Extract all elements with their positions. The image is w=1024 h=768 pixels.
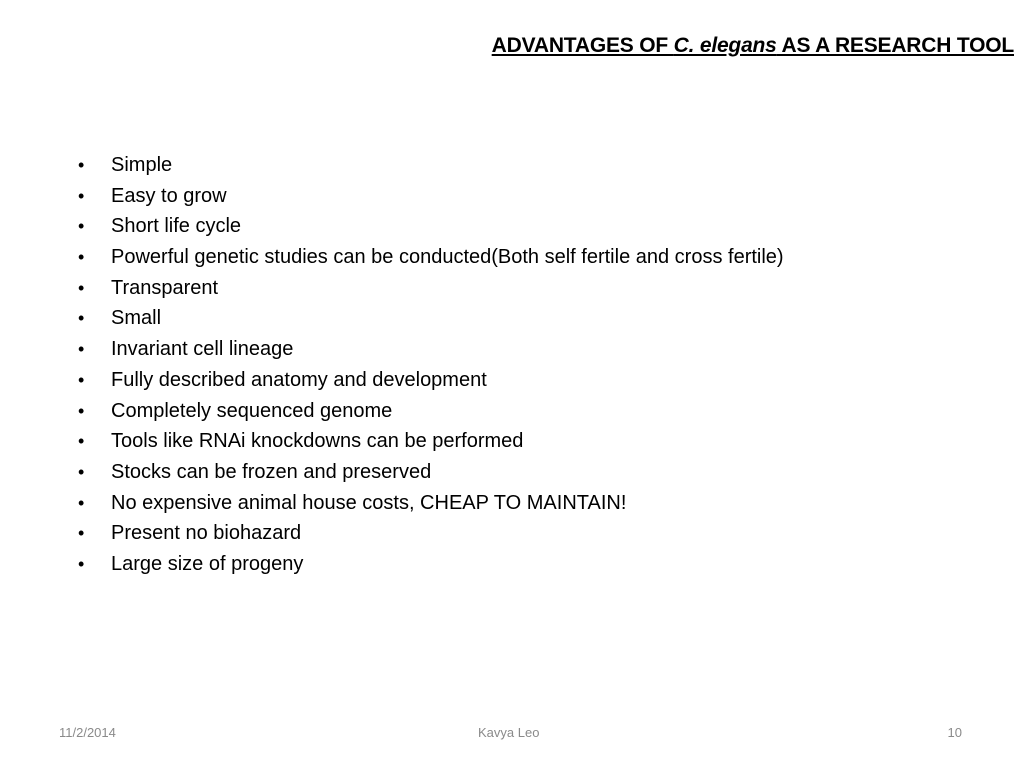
bullet-icon: • — [78, 216, 85, 237]
title-part-1: ADVANTAGES OF — [491, 34, 674, 57]
bullet-text: Invariant cell lineage — [111, 338, 294, 361]
bullet-text: No expensive animal house costs, CHEAP TO MAINTAIN! — [111, 491, 627, 514]
bullet-text: Small — [111, 307, 162, 330]
bullet-item — [76, 396, 784, 427]
bullet-item — [76, 549, 784, 580]
slide-title — [492, 34, 1014, 58]
footer-date: 11/2/2014 — [59, 725, 116, 740]
bullet-text: Stocks can be frozen and preserved — [111, 460, 432, 483]
title-part-2: AS A RESEARCH TOOL — [776, 34, 1014, 57]
bullet-text: Short life cycle — [111, 215, 242, 238]
bullet-item — [76, 334, 784, 365]
bullet-icon: • — [78, 369, 85, 390]
bullet-text: Present no biohazard — [111, 522, 302, 545]
bullet-icon: • — [78, 431, 85, 452]
bullet-icon: • — [78, 277, 85, 298]
footer-author: Kavya Leo — [478, 725, 540, 740]
title-species-italic: C. elegans — [673, 34, 777, 57]
bullet-icon: • — [78, 523, 85, 544]
bullet-list — [76, 150, 784, 580]
bullet-item — [76, 426, 784, 457]
bullet-item — [76, 150, 784, 181]
bullet-icon: • — [78, 155, 85, 175]
bullet-text: Tools like RNAi knockdowns can be performed — [111, 430, 524, 453]
bullet-text: Transparent — [111, 276, 219, 299]
bullet-text: Fully described anatomy and development — [111, 368, 487, 391]
bullet-icon: • — [78, 400, 85, 421]
bullet-item — [76, 365, 784, 396]
bullet-item — [76, 518, 784, 549]
bullet-item — [76, 211, 784, 242]
bullet-item — [76, 303, 784, 334]
footer-page-number: 10 — [947, 725, 962, 740]
bullet-text: Completely sequenced genome — [111, 399, 393, 422]
bullet-text: Powerful genetic studies can be conducted(Both self fertile and cross fertile) — [111, 246, 784, 269]
bullet-item — [76, 242, 784, 273]
bullet-text: Simple — [111, 154, 173, 176]
bullet-icon: • — [78, 339, 85, 360]
bullet-icon: • — [78, 461, 85, 482]
bullet-icon: • — [78, 553, 85, 574]
bullet-icon: • — [78, 185, 85, 206]
bullet-icon: • — [78, 308, 85, 329]
bullet-item — [76, 488, 784, 519]
bullet-text: Large size of progeny — [111, 552, 304, 575]
bullet-item — [76, 457, 784, 488]
bullet-item — [76, 273, 784, 304]
bullet-item — [76, 181, 784, 212]
bullet-icon: • — [78, 247, 85, 268]
bullet-text: Easy to grow — [111, 184, 227, 207]
bullet-icon: • — [78, 492, 85, 513]
